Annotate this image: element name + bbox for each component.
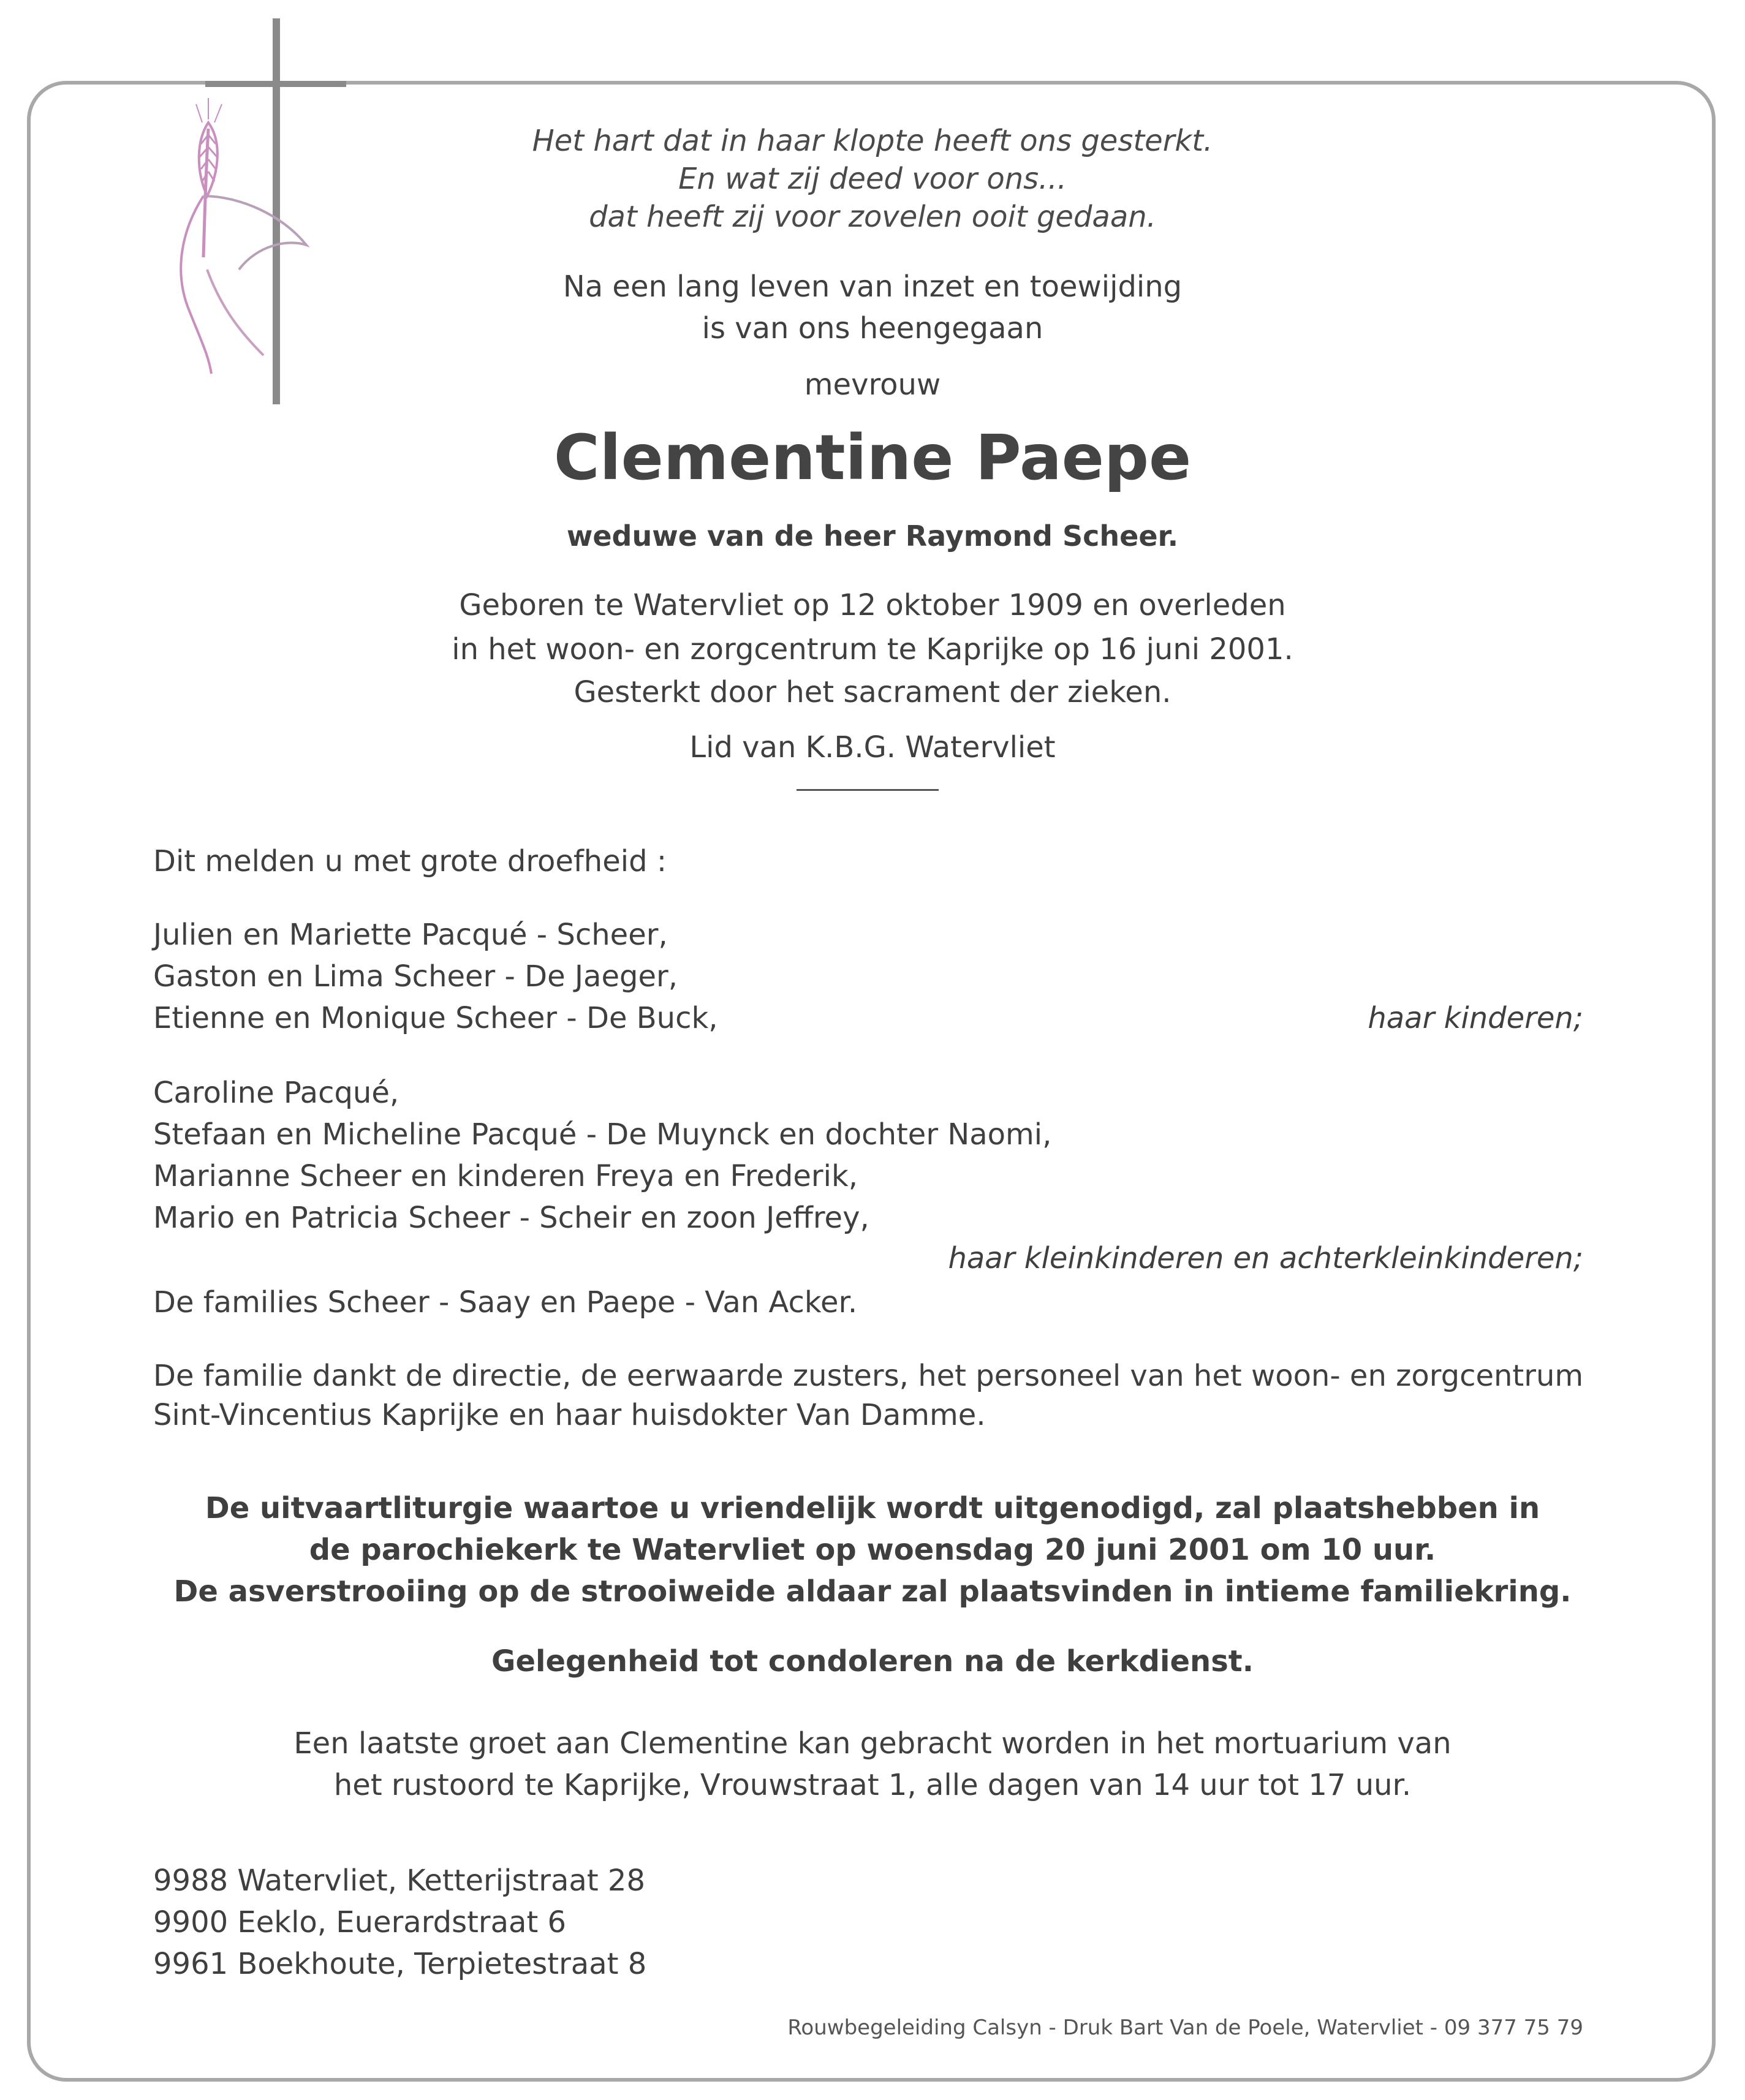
life-line: Geboren te Watervliet op 12 oktober 1909 en overleden <box>459 588 1286 622</box>
spouse-line: weduwe van de heer Raymond Scheer. <box>566 519 1179 553</box>
poem-line: En wat zij deed voor ons... <box>678 162 1067 196</box>
grandchildren-label: haar kleinkinderen en achterkleinkinderen; <box>948 1241 1583 1275</box>
families-line: De families Scheer - Saay en Paepe - Van Acker. <box>153 1285 858 1320</box>
grandchild-line: Mario en Patricia Scheer - Scheir en zoon Jeffrey, <box>153 1201 869 1235</box>
child-line: Julien en Mariette Pacqué - Scheer, <box>153 918 668 952</box>
farewell-line: het rustoord te Kaprijke, Vrouwstraat 1, alle dagen van 14 uur tot 17 uur. <box>333 1768 1412 1802</box>
address-line: 9900 Eeklo, Euerardstraat 6 <box>153 1905 567 1939</box>
intro-line: is van ons heengegaan <box>702 311 1043 346</box>
condolence-line: Gelegenheid tot condoleren na de kerkdienst. <box>491 1644 1254 1679</box>
poem-line: dat heeft zij voor zovelen ooit gedaan. <box>589 200 1156 234</box>
grandchild-line: Caroline Pacqué, <box>153 1076 399 1110</box>
salutation: mevrouw <box>804 368 941 402</box>
funeral-line: de parochiekerk te Watervliet op woensdag 20 juni 2001 om 10 uur. <box>309 1533 1436 1567</box>
grandchild-line: Marianne Scheer en kinderen Freya en Frederik, <box>153 1159 858 1193</box>
membership-line: Lid van K.B.G. Watervliet <box>689 730 1056 765</box>
footer-credit: Rouwbegeleiding Calsyn - Druk Bart Van de Poele, Watervliet - 09 377 75 79 <box>787 2015 1583 2040</box>
life-line: Gesterkt door het sacrament der zieken. <box>573 675 1172 709</box>
address-line: 9988 Watervliet, Ketterijstraat 28 <box>153 1864 645 1898</box>
funeral-line: De uitvaartliturgie waartoe u vriendelijk wordt uitgenodigd, zal plaatshebben in <box>205 1491 1540 1525</box>
children-label: haar kinderen; <box>1368 1001 1583 1035</box>
intro-line: Na een lang leven van inzet en toewijding <box>562 270 1183 304</box>
child-line: Etienne en Monique Scheer - De Buck, <box>153 1001 718 1035</box>
divider <box>797 789 939 791</box>
funeral-line: De asverstrooiing op de strooiweide aldaar zal plaatsvinden in intieme familiekring. <box>173 1574 1572 1609</box>
poem-line: Het hart dat in haar klopte heeft ons gesterkt. <box>532 124 1213 158</box>
address-line: 9961 Boekhoute, Terpietestraat 8 <box>153 1947 647 1981</box>
child-line: Gaston en Lima Scheer - De Jaeger, <box>153 959 678 994</box>
grandchild-line: Stefaan en Micheline Pacqué - De Muynck en dochter Naomi, <box>153 1117 1052 1152</box>
thanks-line: De familie dankt de directie, de eerwaarde zusters, het personeel van het woon- en zorgcentrum <box>153 1359 1584 1393</box>
thanks-line: Sint-Vincentius Kaprijke en haar huisdokter Van Damme. <box>153 1398 986 1432</box>
life-line: in het woon- en zorgcentrum te Kaprijke op 16 juni 2001. <box>452 632 1293 667</box>
farewell-line: Een laatste groet aan Clementine kan gebracht worden in het mortuarium van <box>293 1726 1452 1761</box>
deceased-name: Clementine Paepe <box>553 421 1192 494</box>
announce-line: Dit melden u met grote droefheid : <box>153 844 667 878</box>
